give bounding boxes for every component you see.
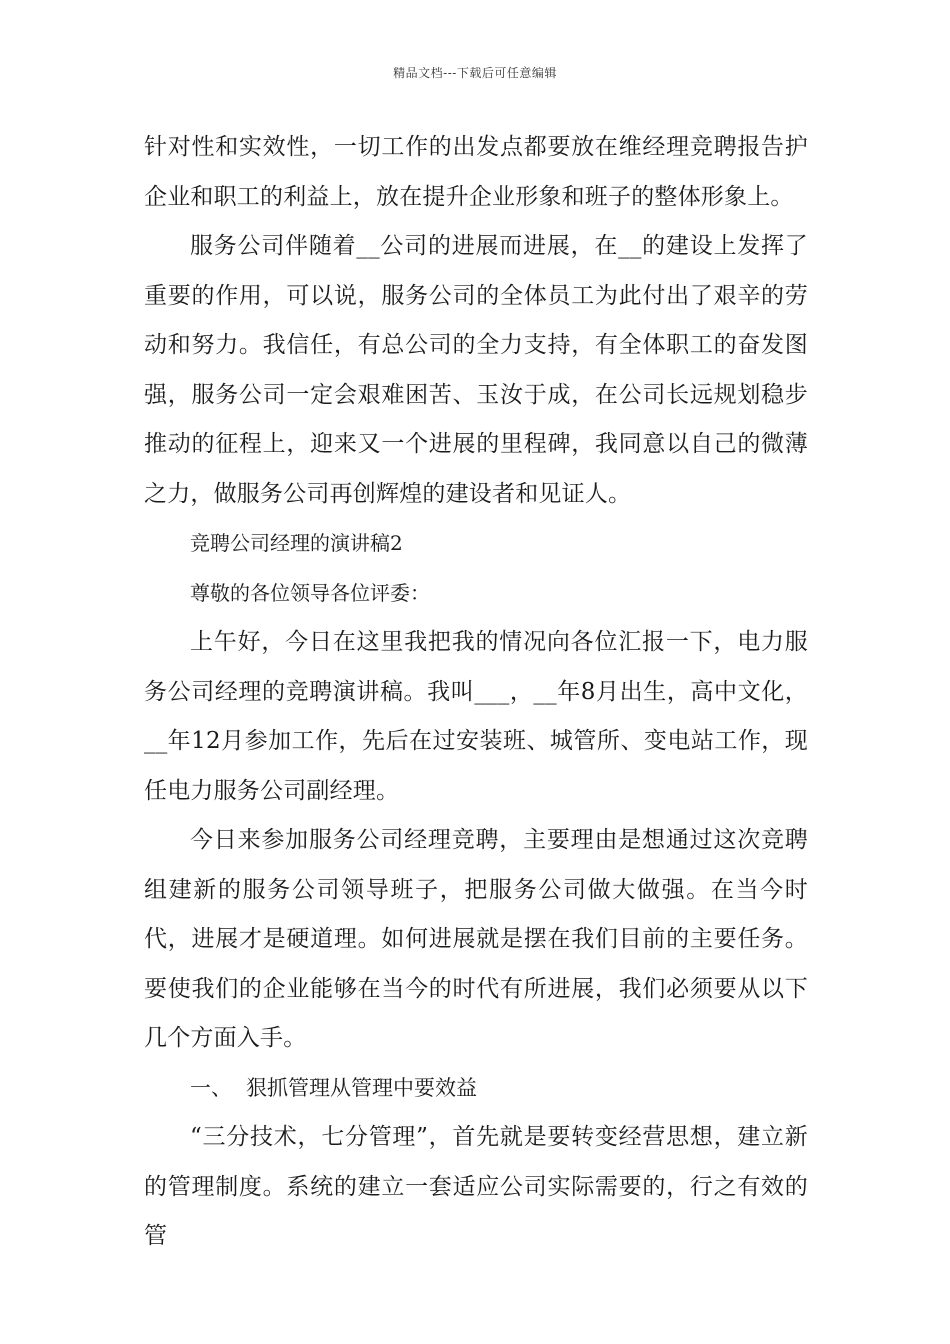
- speech-title: 竞聘公司经理的演讲稿2: [190, 531, 403, 555]
- paragraph-service-company: 服务公司伴随着__公司的进展而进展，在__的建设上发挥了重要的作用，可以说，服务公司的全体员工为此付出了艰辛的劳动和努力。我信任，有总公司的全力支持，有全体职工的奋发图强，服务公司一定会艰难困苦、玉汝于成，在公司长远规划稳步推动的征程上，迎来又一个进展的里程碑，我同意以自己的微薄之力，做服务公司再创辉煌的建设者和见证人。: [144, 233, 808, 507]
- paragraph-introduction: 上午好，今日在这里我把我的情况向各位汇报一下，电力服务公司经理的竞聘演讲稿。我叫___，__年8月出生，高中文化，__年12月参加工作，先后在过安装班、城管所、变电站工作，现任电力服务公司副经理。: [144, 629, 808, 804]
- section-heading: [144, 1064, 808, 1114]
- section-number: 一、: [190, 1075, 232, 1100]
- page-header: 精品文档---下载后可任意编辑: [393, 66, 557, 80]
- section-title: 狠抓管理从管理中要效益: [246, 1075, 477, 1100]
- paragraph-management: “三分技术，七分管理”，首先就是要转变经营思想，建立新的管理制度。系统的建立一套适应公司实际需要的，行之有效的管: [144, 1124, 808, 1249]
- paragraph-motivation: 今日来参加服务公司经理竞聘，主要理由是想通过这次竞聘组建新的服务公司领导班子，把服务公司做大做强。在当今时代，进展才是硬道理。如何进展就是摆在我们目前的主要任务。要使我们的企业能够在当今的时代有所进展，我们必须要从以下几个方面入手。: [144, 827, 808, 1051]
- paragraph-continuation: 针对性和实效性，一切工作的出发点都要放在维经理竞聘报告护企业和职工的利益上，放在提升企业形象和班子的整体形象上。: [144, 134, 808, 210]
- document-body: [144, 123, 808, 1262]
- salutation: 尊敬的各位领导各位评委：: [190, 580, 430, 605]
